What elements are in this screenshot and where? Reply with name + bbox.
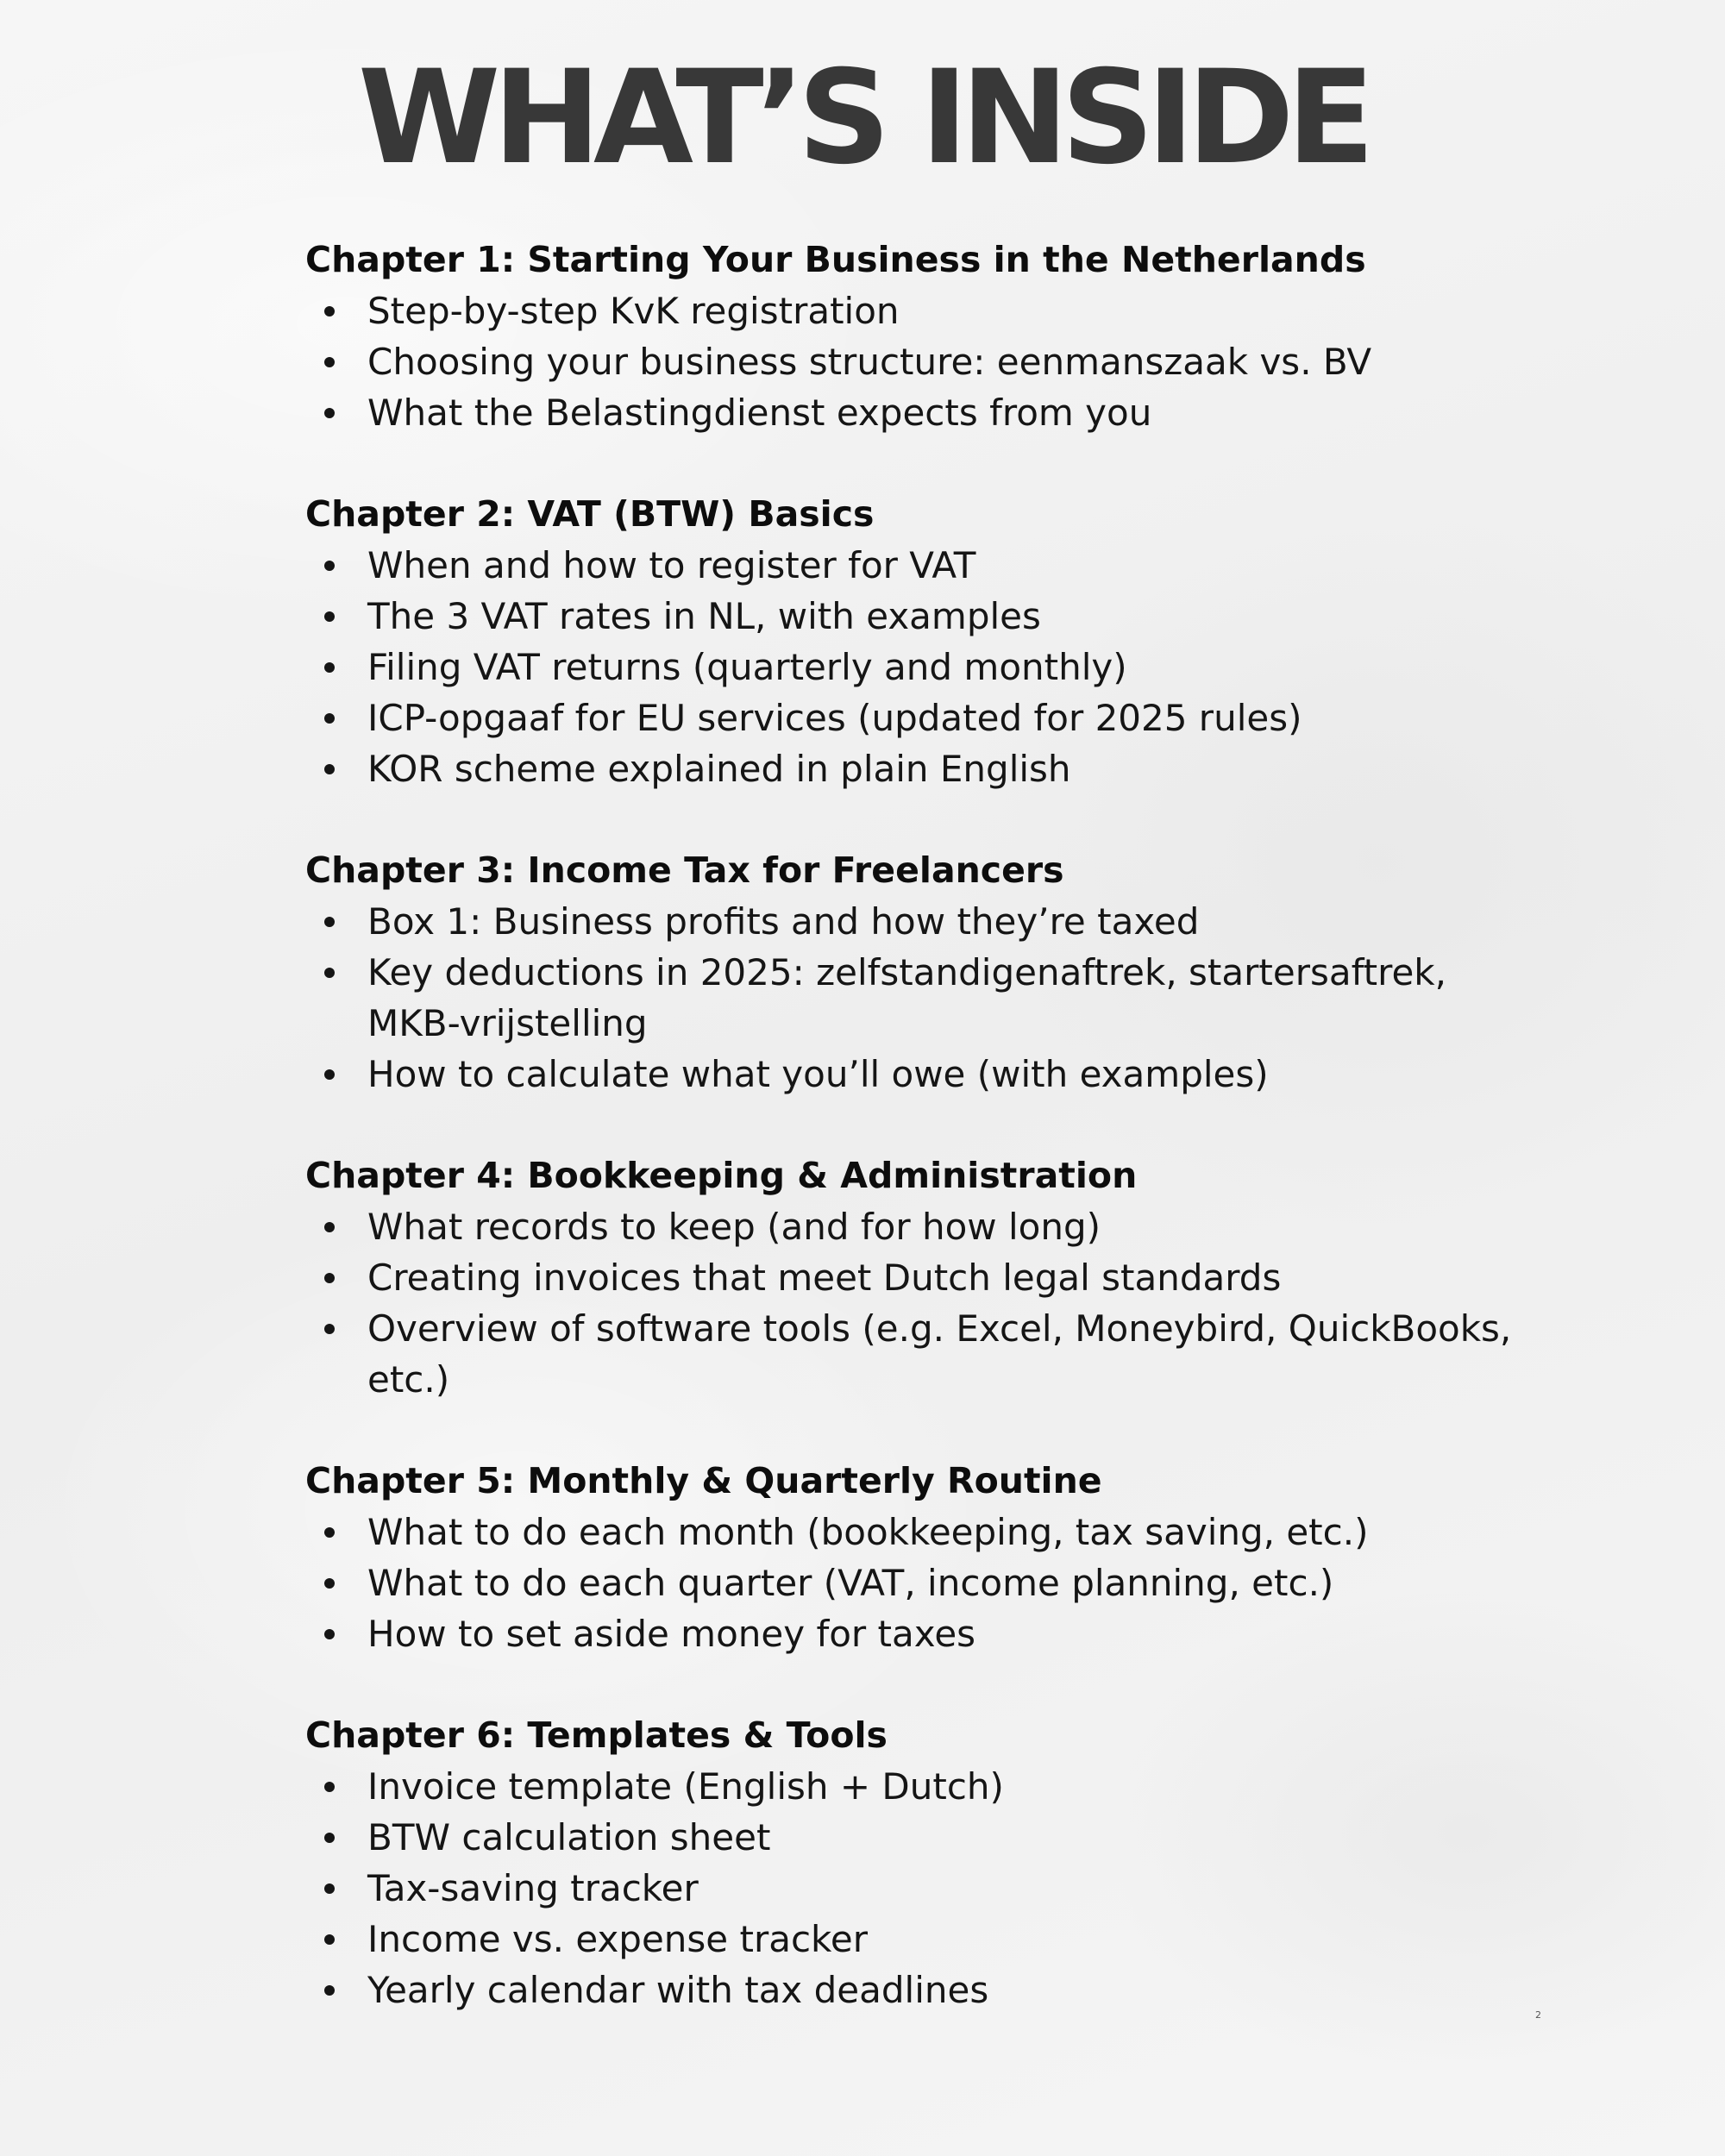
chapter-3 [305, 845, 1513, 1100]
list-item [305, 1914, 1513, 1965]
bullet-dot-icon [324, 764, 335, 774]
list-item-text: Filing VAT returns (quarterly and monthly) [367, 646, 1127, 688]
list-item [305, 947, 1513, 1049]
list-item [305, 693, 1513, 743]
bullet-dot-icon [324, 561, 335, 571]
chapter-heading: Chapter 5: Monthly & Quarterly Routine [305, 1460, 1102, 1501]
list-item [305, 1812, 1513, 1863]
chapter-heading: Chapter 2: VAT (BTW) Basics [305, 493, 875, 535]
list-item-text: What the Belastingdienst expects from you [367, 392, 1152, 434]
chapter-heading: Chapter 4: Bookkeeping & Administration [305, 1155, 1138, 1196]
list-item-text: Choosing your business structure: eenmanszaak vs. BV [367, 341, 1372, 383]
list-item [305, 591, 1513, 642]
list-item [305, 1303, 1513, 1405]
list-item-text: BTW calculation sheet [367, 1816, 771, 1858]
list-item [305, 387, 1513, 438]
list-item [305, 896, 1513, 947]
list-item-text: The 3 VAT rates in NL, with examples [367, 595, 1041, 637]
bullet-dot-icon [324, 1069, 335, 1080]
list-item-text: Invoice template (English + Dutch) [367, 1765, 1004, 1808]
chapter-bullet-list [305, 896, 1513, 1100]
bullet-dot-icon [324, 1222, 335, 1232]
list-item [305, 1863, 1513, 1914]
list-item-text: Box 1: Business profits and how they’re taxed [367, 900, 1200, 943]
bullet-dot-icon [324, 408, 335, 418]
chapter-4 [305, 1150, 1513, 1405]
list-item-text: What to do each quarter (VAT, income planning, etc.) [367, 1562, 1334, 1604]
list-item-text: ICP-opgaaf for EU services (updated for 2025 rules) [367, 697, 1302, 739]
chapter-heading: Chapter 6: Templates & Tools [305, 1714, 888, 1756]
list-item [305, 1761, 1513, 1812]
bullet-dot-icon [324, 662, 335, 673]
chapter-2 [305, 489, 1513, 794]
bullet-dot-icon [324, 1782, 335, 1792]
list-item-text: When and how to register for VAT [367, 544, 976, 586]
list-item [305, 1557, 1513, 1608]
bullet-dot-icon [324, 968, 335, 978]
list-item-text: Income vs. expense tracker [367, 1918, 868, 1960]
bullet-dot-icon [324, 1985, 335, 1996]
list-item [305, 1507, 1513, 1557]
chapter-6 [305, 1710, 1513, 2015]
bullet-dot-icon [324, 306, 335, 317]
list-item-text: Key deductions in 2025: zelfstandigenaftrek, startersaftrek, MKB-vrijstelling [367, 951, 1446, 1044]
page-title: WHAT’S INSIDE [357, 43, 1368, 193]
list-item [305, 743, 1513, 794]
bullet-dot-icon [324, 1324, 335, 1334]
list-item-text: What records to keep (and for how long) [367, 1206, 1101, 1248]
chapter-bullet-list [305, 1201, 1513, 1405]
bullet-dot-icon [324, 1883, 335, 1894]
bullet-dot-icon [324, 1934, 335, 1945]
chapter-bullet-list [305, 540, 1513, 794]
list-item-text: How to set aside money for taxes [367, 1613, 976, 1655]
chapter-bullet-list [305, 285, 1513, 438]
list-item-text: How to calculate what you’ll owe (with examples) [367, 1053, 1269, 1095]
list-item-text: Overview of software tools (e.g. Excel, Moneybird, QuickBooks, etc.) [367, 1307, 1512, 1401]
chapter-heading: Chapter 3: Income Tax for Freelancers [305, 849, 1064, 891]
list-item [305, 1608, 1513, 1659]
bullet-dot-icon [324, 1629, 335, 1639]
bullet-dot-icon [324, 1273, 335, 1283]
list-item-text: What to do each month (bookkeeping, tax saving, etc.) [367, 1511, 1369, 1553]
list-item [305, 1201, 1513, 1252]
list-item [305, 1252, 1513, 1303]
chapter-bullet-list [305, 1507, 1513, 1659]
chapter-5 [305, 1456, 1513, 1659]
chapter-bullet-list [305, 1761, 1513, 2015]
bullet-dot-icon [324, 713, 335, 724]
list-item [305, 1965, 1513, 2015]
bullet-dot-icon [324, 1527, 335, 1538]
list-item [305, 336, 1513, 387]
list-item-text: Step-by-step KvK registration [367, 290, 900, 332]
list-item [305, 1049, 1513, 1100]
chapter-1 [305, 235, 1513, 438]
bullet-dot-icon [324, 357, 335, 367]
list-item [305, 285, 1513, 336]
list-item-text: Creating invoices that meet Dutch legal standards [367, 1257, 1282, 1299]
bullet-dot-icon [324, 1578, 335, 1589]
page-number: 2 [1535, 2009, 1541, 2021]
list-item [305, 540, 1513, 591]
table-of-contents [305, 235, 1513, 2015]
list-item-text: KOR scheme explained in plain English [367, 748, 1071, 790]
list-item-text: Tax-saving tracker [367, 1867, 699, 1909]
chapter-heading: Chapter 1: Starting Your Business in the Netherlands [305, 239, 1366, 280]
bullet-dot-icon [324, 917, 335, 927]
bullet-dot-icon [324, 611, 335, 622]
list-item [305, 642, 1513, 693]
bullet-dot-icon [324, 1833, 335, 1843]
list-item-text: Yearly calendar with tax deadlines [367, 1969, 989, 2011]
